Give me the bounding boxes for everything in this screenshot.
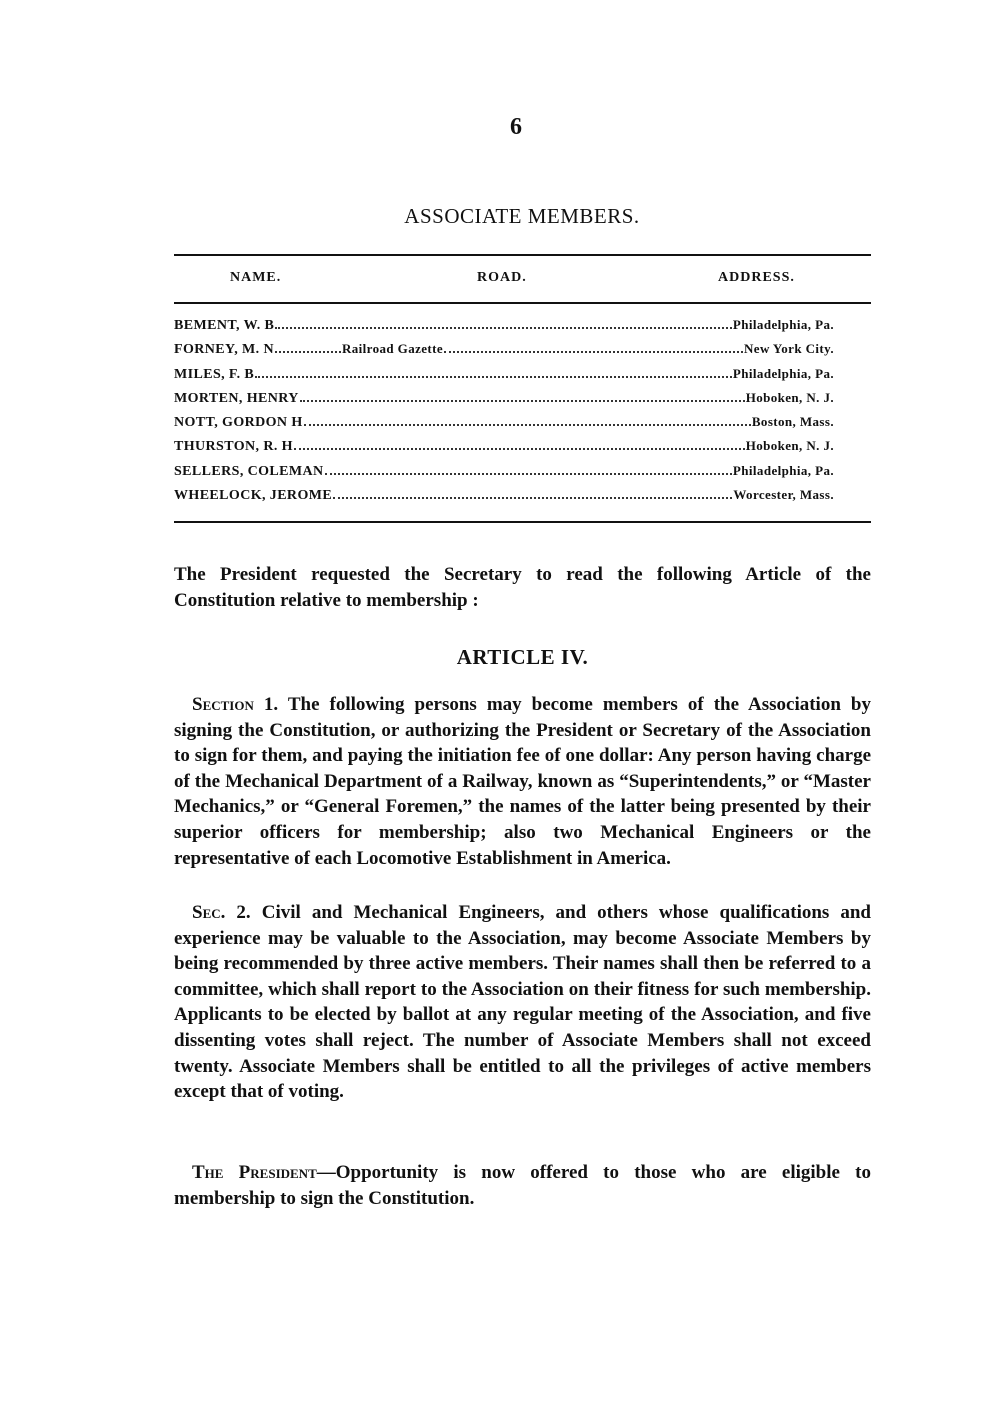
member-address: Hoboken, N. J. <box>745 438 834 454</box>
table-row <box>174 317 834 341</box>
dot-leader <box>275 341 341 353</box>
table-row <box>174 390 834 414</box>
section-title: ASSOCIATE MEMBERS. <box>404 204 640 228</box>
member-name: BEMENT, W. B <box>174 318 275 333</box>
page-number: 6 <box>510 114 522 140</box>
table-header-rule <box>174 302 871 304</box>
member-name: THURSTON, R. H <box>174 439 293 455</box>
member-address: Philadelphia, Pa. <box>732 317 834 332</box>
intro-paragraph: The President requested the Secretary to read the following Article of the Constitution relative to membership : <box>174 564 871 611</box>
section-2-label: Sec. 2. <box>192 902 251 923</box>
member-name: MORTEN, HENRY <box>174 390 299 406</box>
associate-members-list <box>174 317 834 511</box>
column-header-address: ADDRESS. <box>718 270 795 285</box>
table-row <box>174 487 834 511</box>
member-name: WHEELOCK, JEROME <box>174 488 333 504</box>
member-name: MILES, F. B <box>174 366 255 382</box>
president-statement-text: —Opportunity is now offered to those who are eligible to membership to sign the Constitution. <box>174 1162 871 1209</box>
table-row <box>174 341 834 365</box>
member-road: Railroad Gazette <box>341 341 444 357</box>
president-statement <box>174 1160 871 1211</box>
column-header-name: NAME. <box>230 270 282 285</box>
member-address: Philadelphia, Pa. <box>732 462 834 478</box>
member-address: Hoboken, N. J. <box>745 389 834 405</box>
member-name: FORNEY, M. N <box>174 342 274 358</box>
table-row <box>174 414 834 438</box>
dot-leader <box>333 487 732 499</box>
article-section-2 <box>174 900 871 1105</box>
member-name: NOTT, GORDON H <box>174 415 303 431</box>
member-address: Boston, Mass. <box>751 414 834 430</box>
dot-leader <box>304 414 751 426</box>
president-speaker: The President <box>192 1162 317 1183</box>
dot-leader <box>300 390 745 402</box>
table-row <box>174 366 834 390</box>
member-address: Worcester, Mass. <box>733 487 834 503</box>
dot-leader <box>255 366 732 378</box>
dot-leader <box>444 341 743 353</box>
member-address: New York City. <box>744 341 834 357</box>
table-bottom-rule <box>174 521 871 523</box>
article-section-1 <box>174 692 871 871</box>
dot-leader <box>325 463 732 475</box>
article-title: ARTICLE IV. <box>456 645 589 669</box>
table-row <box>174 438 834 462</box>
table-top-rule <box>174 254 871 256</box>
table-row <box>174 463 834 487</box>
column-header-road: ROAD. <box>477 270 527 285</box>
section-1-text: The following persons may become members of the Association by signing the Constitution, or authorizing the President or Secretary of the Association to sign for them, and paying the initiation fee of one dollar: Any person having charge of the Mechanical Department of a Railway, known as “Superintendents,” or “Master Mechanics,” or “General Foremen,” the names of the latter being presented by their superior officers for membership; also two Mechanical Engineers or the representative of each Locomotive Establishment in America. <box>174 694 871 869</box>
section-2-text: Civil and Mechanical Engineers, and others whose qualifications and experience may be valuable to the Association, may become Associate Members by being recommended by three active members. Their names shall then be referred to a committee, which shall report to the Association on their fitness for such membership. Applicants to be elected by ballot at any regular meeting of the Association, and five dissenting votes shall reject. The number of Associate Members shall not exceed twenty. Associate Members shall be entitled to all the privileges of active members except that of voting. <box>174 902 871 1103</box>
member-address: Philadelphia, Pa. <box>732 365 834 381</box>
dot-leader <box>275 317 732 329</box>
section-1-label: Section 1. <box>192 694 279 715</box>
dot-leader <box>294 438 745 450</box>
member-name: SELLERS, COLEMAN <box>174 463 324 479</box>
